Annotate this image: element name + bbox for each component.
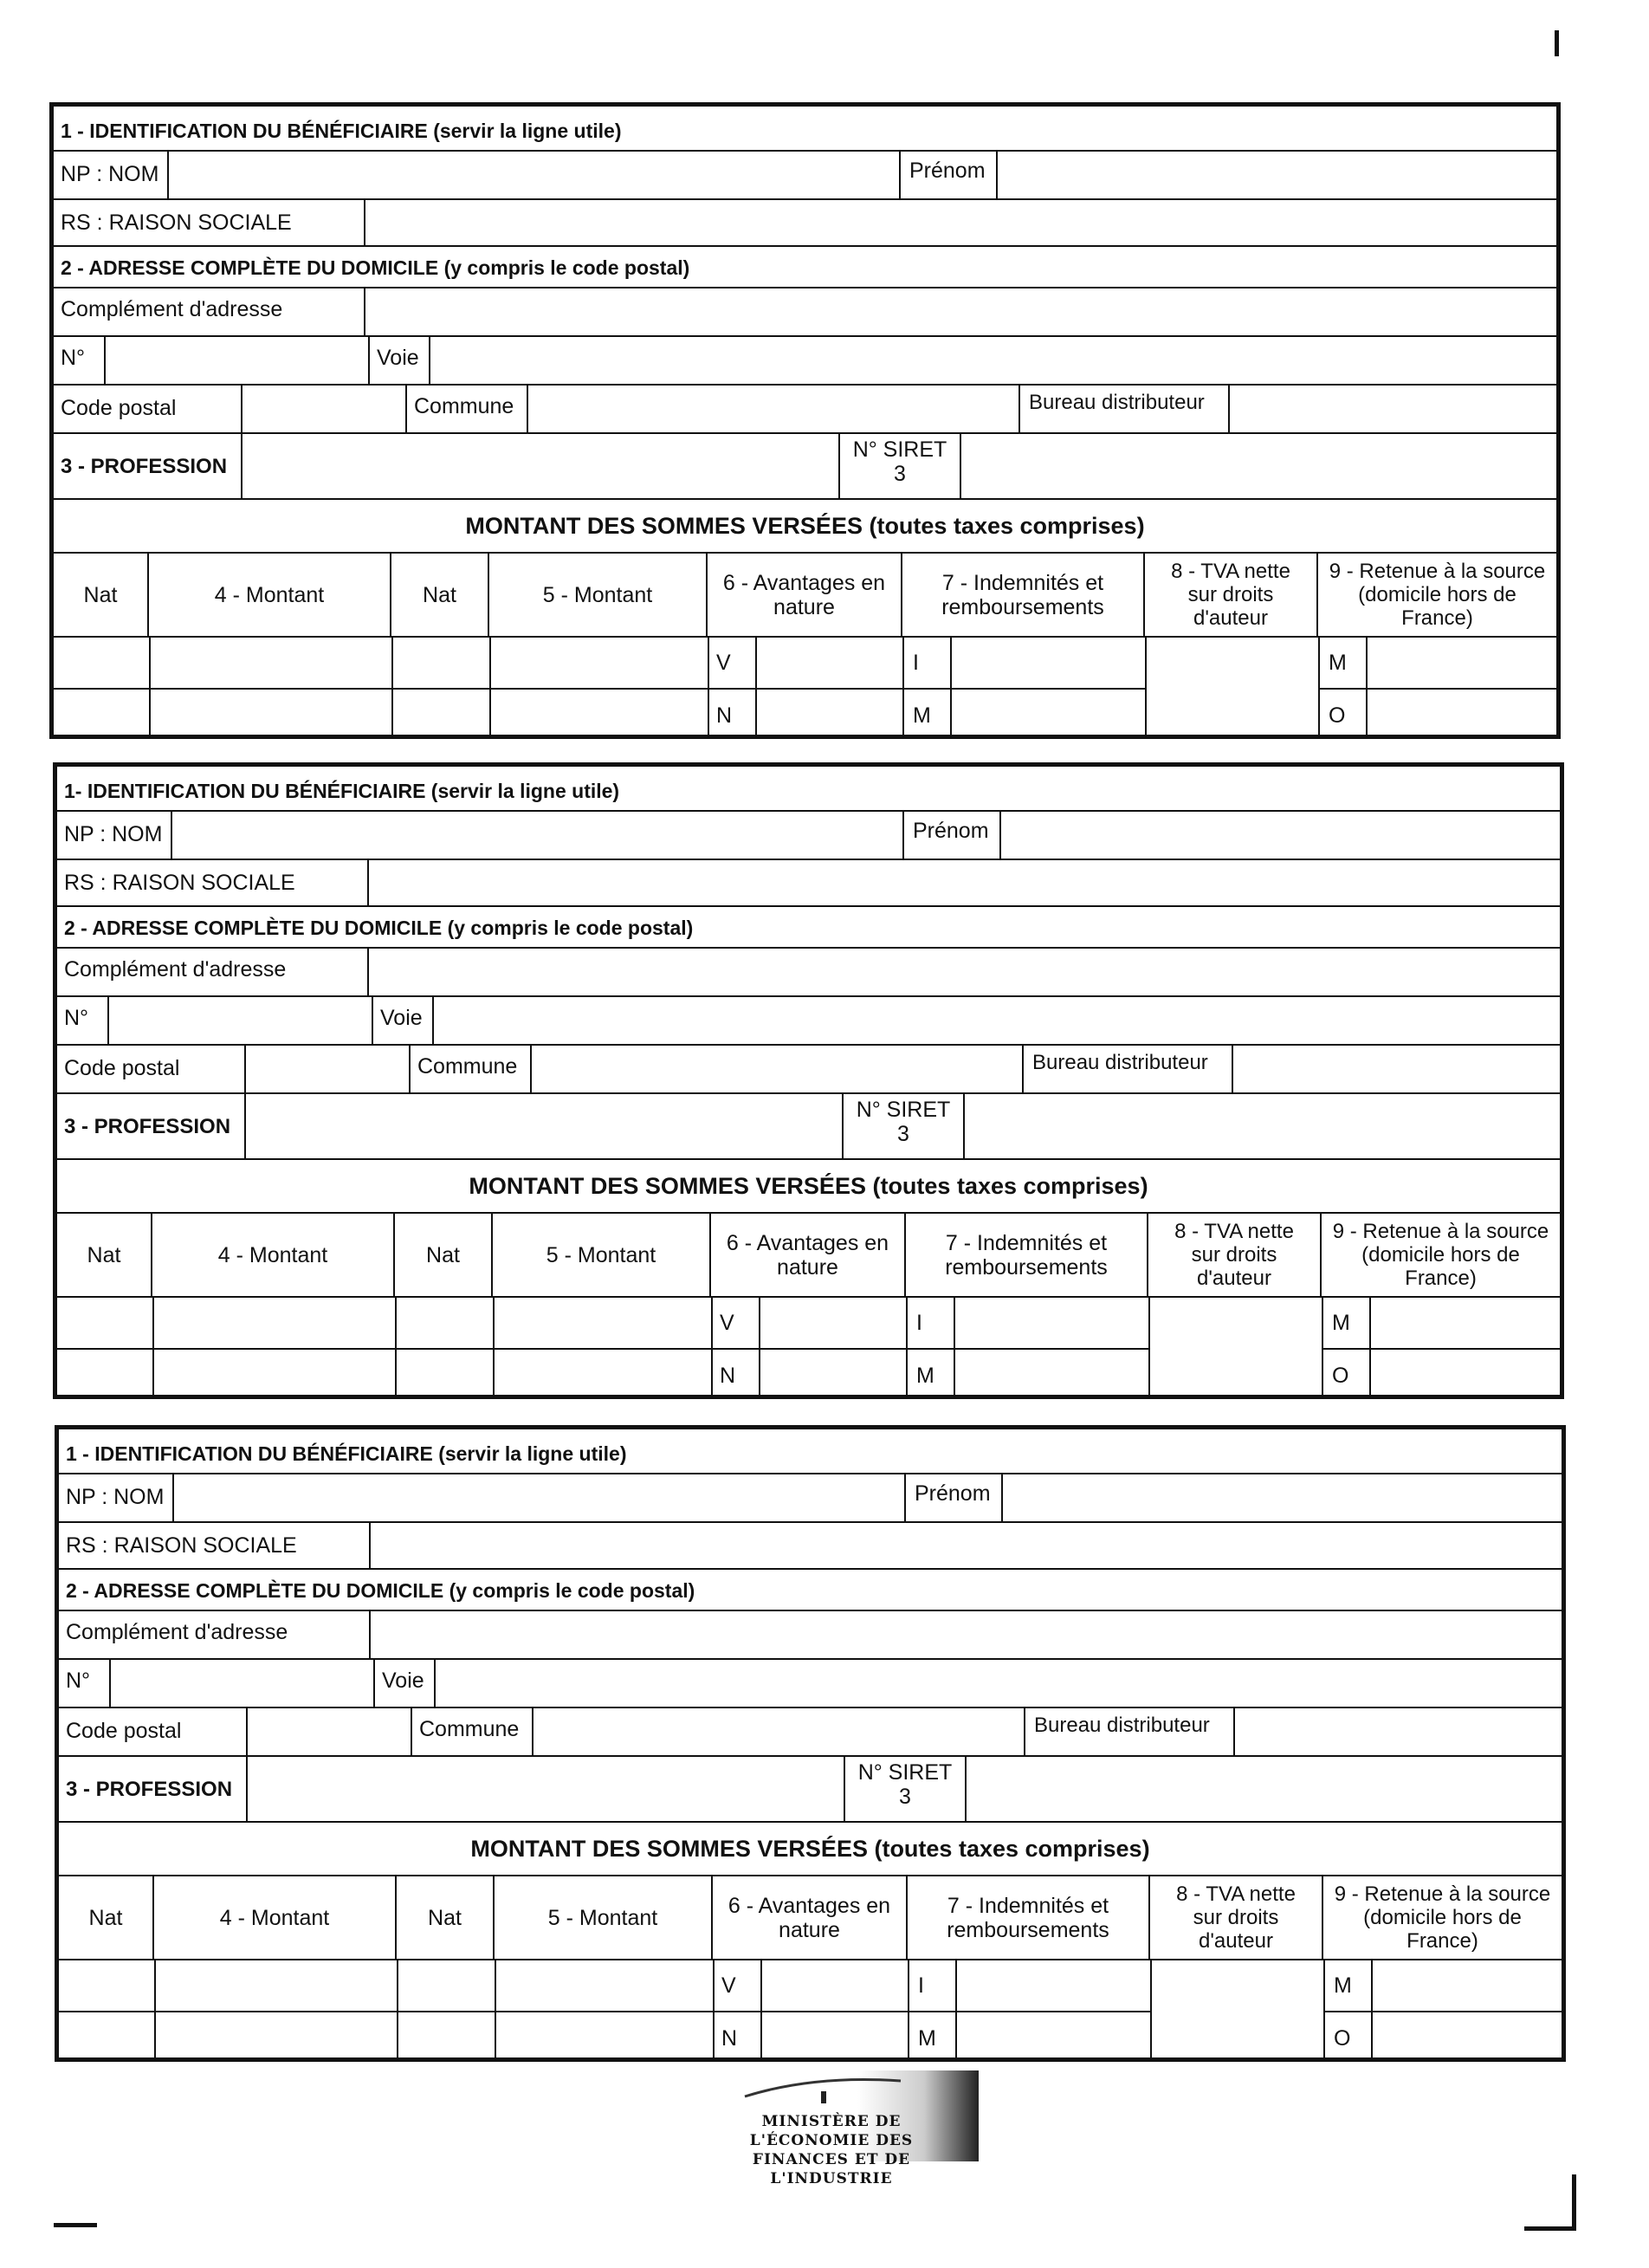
beneficiary-form-2: [53, 762, 1564, 1399]
nom-field[interactable]: [169, 152, 901, 198]
nat-header-1: Nat: [59, 1876, 154, 1959]
amount-data-rows: [59, 1960, 1562, 2057]
indemnites-header: 7 - Indemnités et remboursements: [902, 554, 1145, 636]
profession-field[interactable]: [246, 1094, 844, 1158]
siret-label-cell: [840, 434, 961, 498]
ministry-logo: [693, 2070, 979, 2187]
siret-label: N° SIRET: [856, 1098, 951, 1122]
complement-label-cell: [59, 1611, 371, 1658]
registration-mark-bottom-right-v: [1572, 2174, 1576, 2231]
code-v: V: [721, 1973, 736, 1998]
commune-label: Commune: [417, 1054, 518, 1079]
bureau-field[interactable]: [1235, 1708, 1562, 1755]
profession-field[interactable]: [242, 434, 840, 498]
tva-input[interactable]: [1145, 638, 1318, 735]
montant4-header: 4 - Montant: [152, 1214, 395, 1296]
rs-label: RS : RAISON SOCIALE: [64, 871, 295, 895]
registration-mark-top-right: [1555, 30, 1559, 56]
rs-label-cell: [54, 200, 365, 245]
code-m: M: [918, 2026, 936, 2051]
complement-row: [54, 288, 1556, 337]
montant-header-row: [57, 1160, 1560, 1214]
bureau-label: Bureau distributeur: [1034, 1714, 1210, 1737]
retenue-header: 9 - Retenue à la source (domicile hors de France): [1329, 560, 1546, 630]
siret-label: N° SIRET: [857, 1760, 953, 1785]
address-heading: 2 - ADRESSE COMPLÈTE DU DOMICILE (y compris le code postal): [61, 256, 690, 279]
siret-label: N° SIRET: [852, 437, 947, 462]
montant-heading: MONTANT DES SOMMES VERSÉES (toutes taxes comprises): [470, 1836, 1150, 1862]
profession-label: 3 - PROFESSION: [64, 1115, 231, 1138]
commune-label: Commune: [414, 394, 514, 418]
siret-field[interactable]: [965, 1094, 1560, 1158]
complement-label-cell: [57, 949, 369, 995]
numero-field[interactable]: [111, 1660, 375, 1707]
np-nom-label: NP : NOM: [61, 162, 159, 186]
code-n: N: [721, 2026, 738, 2051]
montant5-header: 5 - Montant: [495, 1876, 713, 1959]
montant-header-row: [59, 1823, 1562, 1876]
indemnites-header: 7 - Indemnités et remboursements: [906, 1214, 1148, 1296]
rs-label-cell: [57, 860, 369, 905]
siret-number: 3: [897, 1122, 909, 1146]
profession-field[interactable]: [248, 1757, 845, 1821]
section-address-header: [59, 1570, 1562, 1611]
code-n: N: [720, 1364, 736, 1388]
raison-sociale-row: [59, 1523, 1562, 1570]
code-m: M: [913, 703, 931, 728]
nat-input-2[interactable]: [57, 1348, 152, 1398]
np-nom-label-cell: [54, 152, 169, 198]
code-i: I: [916, 1311, 922, 1335]
nat-input-2[interactable]: [54, 688, 149, 738]
numero-label: N°: [66, 1669, 91, 1693]
bureau-label-cell: [1025, 1708, 1235, 1755]
montant4-input-2[interactable]: [154, 2011, 397, 2061]
prenom-field[interactable]: [1001, 812, 1560, 859]
street-row: [57, 997, 1560, 1046]
registration-mark-bottom-right-h: [1524, 2226, 1576, 2231]
nat-header-2: Nat: [395, 1214, 493, 1296]
name-row: [57, 812, 1560, 860]
complement-label: Complément d'adresse: [61, 297, 283, 321]
code-postal-label-cell: [54, 386, 242, 432]
np-nom-label-cell: [59, 1474, 174, 1521]
retenue-header: 9 - Retenue à la source (domicile hors de France): [1334, 1882, 1551, 1953]
tva-header: 8 - TVA nette sur droits d'auteur: [1148, 1214, 1322, 1296]
montant4-header: 4 - Montant: [154, 1876, 397, 1959]
complement-row: [57, 949, 1560, 997]
city-row: [57, 1046, 1560, 1094]
tva-header: 8 - TVA nette sur droits d'auteur: [1150, 1876, 1323, 1959]
profession-label-cell: [59, 1757, 248, 1821]
prenom-field[interactable]: [998, 152, 1556, 198]
bureau-field[interactable]: [1233, 1046, 1560, 1092]
complement-label-cell: [54, 288, 365, 335]
numero-label: N°: [64, 1006, 89, 1030]
montant-heading: MONTANT DES SOMMES VERSÉES (toutes taxes comprises): [469, 1173, 1148, 1199]
commune-field[interactable]: [534, 1708, 1025, 1755]
bureau-label: Bureau distributeur: [1029, 391, 1205, 414]
profession-label: 3 - PROFESSION: [61, 455, 228, 478]
profession-label: 3 - PROFESSION: [66, 1778, 233, 1801]
tva-input[interactable]: [1148, 1298, 1322, 1395]
city-row: [54, 386, 1556, 434]
voie-field[interactable]: [436, 1660, 1562, 1707]
code-o: O: [1329, 703, 1346, 728]
nom-field[interactable]: [172, 812, 904, 859]
bureau-label-cell: [1020, 386, 1230, 432]
code-postal-label: Code postal: [64, 1056, 180, 1080]
montant4-input-1[interactable]: [154, 1960, 397, 2011]
name-row: [54, 152, 1556, 200]
numero-label-cell: [54, 337, 106, 384]
code-i: I: [918, 1973, 924, 1998]
avantages-header: 6 - Avantages en nature: [708, 554, 902, 636]
beneficiary-form-1: [49, 102, 1561, 739]
raison-sociale-row: [54, 200, 1556, 247]
montant4-input-1[interactable]: [149, 638, 391, 688]
address-heading: 2 - ADRESSE COMPLÈTE DU DOMICILE (y compris le code postal): [64, 917, 694, 939]
code-postal-label-cell: [59, 1708, 248, 1755]
profession-row: [57, 1094, 1560, 1160]
nat-input-1[interactable]: [54, 638, 149, 688]
voie-label: Voie: [380, 1006, 423, 1030]
voie-field[interactable]: [430, 337, 1556, 384]
code-postal-field[interactable]: [246, 1046, 411, 1092]
nat-input-1[interactable]: [59, 1960, 154, 2011]
nat-header-2: Nat: [397, 1876, 495, 1959]
indemnites-header: 7 - Indemnités et remboursements: [908, 1876, 1150, 1959]
rs-label-cell: [59, 1523, 371, 1568]
voie-field[interactable]: [434, 997, 1560, 1044]
commune-field[interactable]: [528, 386, 1020, 432]
prenom-field[interactable]: [1003, 1474, 1562, 1521]
ministry-logo-text: MINISTÈRE DE L'ÉCONOMIE DES FINANCES ET DE L'INDUSTRIE: [749, 2113, 914, 2187]
bureau-field[interactable]: [1230, 386, 1556, 432]
profession-row: [54, 434, 1556, 500]
montant5-header: 5 - Montant: [493, 1214, 711, 1296]
street-row: [54, 337, 1556, 386]
code-postal-label: Code postal: [66, 1719, 182, 1743]
siret-label-cell: [844, 1094, 965, 1158]
np-nom-label: NP : NOM: [66, 1485, 165, 1509]
voie-label-cell: [375, 1660, 436, 1707]
complement-label: Complément d'adresse: [64, 957, 287, 982]
voie-label-cell: [373, 997, 434, 1044]
amount-header-row: [54, 554, 1556, 638]
rs-label: RS : RAISON SOCIALE: [61, 211, 292, 235]
identification-heading: 1- IDENTIFICATION DU BÉNÉFICIAIRE (servir la ligne utile): [64, 780, 620, 802]
numero-field[interactable]: [109, 997, 373, 1044]
code-v: V: [716, 651, 731, 675]
section-identification-header: [57, 767, 1560, 812]
prenom-label: Prénom: [913, 819, 989, 843]
avantages-header: 6 - Avantages en nature: [711, 1214, 906, 1296]
commune-label-cell: [412, 1708, 534, 1755]
numero-label-cell: [59, 1660, 111, 1707]
identification-heading: 1 - IDENTIFICATION DU BÉNÉFICIAIRE (servir la ligne utile): [61, 120, 622, 142]
tva-header: 8 - TVA nette sur droits d'auteur: [1145, 554, 1318, 636]
section-identification-header: [59, 1429, 1562, 1474]
code-m-retenue: M: [1332, 1311, 1350, 1335]
montant4-header: 4 - Montant: [149, 554, 391, 636]
code-m: M: [916, 1364, 934, 1388]
code-v: V: [720, 1311, 734, 1335]
raison-sociale-field[interactable]: [371, 1523, 1562, 1568]
address-heading: 2 - ADRESSE COMPLÈTE DU DOMICILE (y compris le code postal): [66, 1579, 695, 1602]
avantages-header: 6 - Avantages en nature: [713, 1876, 908, 1959]
prenom-label: Prénom: [909, 159, 986, 183]
numero-label: N°: [61, 346, 86, 370]
section-address-header: [57, 907, 1560, 949]
prenom-label: Prénom: [915, 1481, 991, 1506]
amount-data-rows: [54, 638, 1556, 735]
complement-field[interactable]: [371, 1611, 1562, 1658]
siret-field[interactable]: [961, 434, 1556, 498]
beneficiary-form-3: [55, 1425, 1566, 2062]
amount-data-rows: [57, 1298, 1560, 1395]
siret-number: 3: [899, 1785, 911, 1809]
nat-header-1: Nat: [54, 554, 149, 636]
profession-label-cell: [54, 434, 242, 498]
montant4-input-1[interactable]: [152, 1298, 395, 1348]
raison-sociale-field[interactable]: [369, 860, 1560, 905]
rs-label: RS : RAISON SOCIALE: [66, 1533, 297, 1558]
siret-field[interactable]: [967, 1757, 1562, 1821]
numero-label-cell: [57, 997, 109, 1044]
siret-label-cell: [845, 1757, 967, 1821]
section-address-header: [54, 247, 1556, 288]
code-i: I: [913, 651, 919, 675]
code-o: O: [1332, 1364, 1349, 1388]
amount-header-row: [59, 1876, 1562, 1960]
complement-row: [59, 1611, 1562, 1660]
code-o: O: [1334, 2026, 1351, 2051]
commune-field[interactable]: [532, 1046, 1024, 1092]
nat-header-1: Nat: [57, 1214, 152, 1296]
commune-label-cell: [411, 1046, 532, 1092]
numero-field[interactable]: [106, 337, 370, 384]
np-nom-label: NP : NOM: [64, 822, 163, 846]
nat-header-2: Nat: [391, 554, 489, 636]
identification-heading: 1 - IDENTIFICATION DU BÉNÉFICIAIRE (servir la ligne utile): [66, 1442, 627, 1465]
code-m-retenue: M: [1334, 1973, 1352, 1998]
voie-label-cell: [370, 337, 430, 384]
prenom-label-cell: [901, 152, 998, 198]
code-n: N: [716, 703, 733, 728]
amount-header-row: [57, 1214, 1560, 1298]
raison-sociale-row: [57, 860, 1560, 907]
name-row: [59, 1474, 1562, 1523]
code-postal-label: Code postal: [61, 396, 177, 420]
complement-label: Complément d'adresse: [66, 1620, 288, 1644]
raison-sociale-field[interactable]: [365, 200, 1556, 245]
commune-label-cell: [407, 386, 528, 432]
prenom-label-cell: [904, 812, 1001, 859]
montant-heading: MONTANT DES SOMMES VERSÉES (toutes taxes comprises): [465, 513, 1145, 539]
montant-header-row: [54, 500, 1556, 554]
section-identification-header: [54, 107, 1556, 152]
code-postal-field[interactable]: [248, 1708, 412, 1755]
street-row: [59, 1660, 1562, 1708]
bureau-label: Bureau distributeur: [1032, 1051, 1208, 1074]
profession-row: [59, 1757, 1562, 1823]
voie-label: Voie: [382, 1669, 424, 1693]
city-row: [59, 1708, 1562, 1757]
prenom-label-cell: [906, 1474, 1003, 1521]
registration-mark-bottom-left: [54, 2223, 97, 2227]
commune-label: Commune: [419, 1717, 520, 1741]
np-nom-label-cell: [57, 812, 172, 859]
voie-label: Voie: [377, 346, 419, 370]
montant4-input-2[interactable]: [149, 688, 391, 738]
code-m-retenue: M: [1329, 651, 1347, 675]
montant5-header: 5 - Montant: [489, 554, 708, 636]
retenue-header: 9 - Retenue à la source (domicile hors de France): [1332, 1220, 1549, 1290]
montant4-input-2[interactable]: [152, 1348, 395, 1398]
complement-field[interactable]: [369, 949, 1560, 995]
code-postal-label-cell: [57, 1046, 246, 1092]
bureau-label-cell: [1024, 1046, 1233, 1092]
siret-number: 3: [894, 462, 906, 486]
tva-input[interactable]: [1150, 1960, 1323, 2057]
nat-input-1[interactable]: [57, 1298, 152, 1348]
code-postal-field[interactable]: [242, 386, 407, 432]
nat-input-2[interactable]: [59, 2011, 154, 2061]
complement-field[interactable]: [365, 288, 1556, 335]
profession-label-cell: [57, 1094, 246, 1158]
nom-field[interactable]: [174, 1474, 906, 1521]
